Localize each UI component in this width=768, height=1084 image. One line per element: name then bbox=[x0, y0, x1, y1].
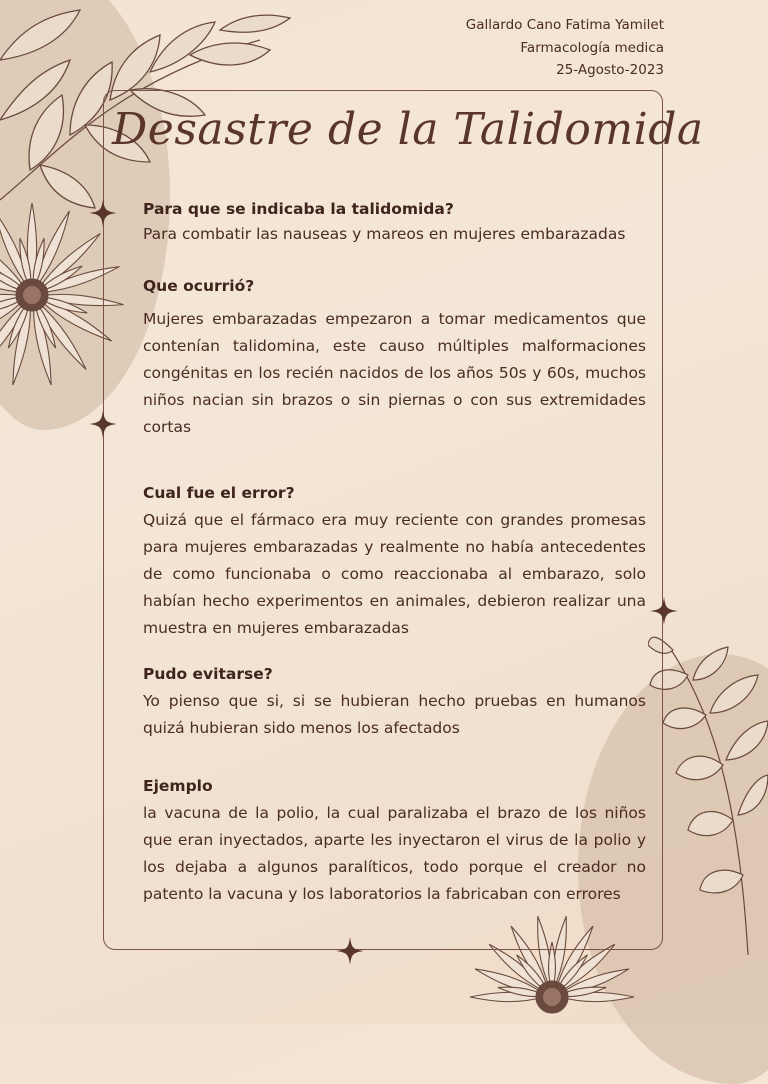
header-info bbox=[466, 14, 664, 82]
section-avoidable bbox=[143, 661, 646, 742]
section-answer: Para combatir las nauseas y mareos en mujeres embarazadas bbox=[143, 225, 626, 243]
section-indication bbox=[143, 196, 646, 245]
author-name: Gallardo Cano Fatima Yamilet bbox=[465, 17, 664, 33]
document-date: 25-Agosto-2023 bbox=[556, 62, 664, 78]
leaf-branch-right-icon bbox=[648, 625, 768, 955]
sparkle-star-icon bbox=[335, 936, 365, 966]
sparkle-star-icon bbox=[649, 596, 679, 626]
section-example bbox=[143, 773, 646, 908]
section-what-happened bbox=[143, 273, 646, 441]
section-question: Cual fue el error? bbox=[143, 484, 295, 502]
course-name: Farmacología medica bbox=[520, 39, 664, 56]
section-answer: Quizá que el fármaco era muy reciente con grandes promesas para mujeres embarazadas y realmente no había antecedentes de como funcionaba o como reaccionaba al embarazo, solo habían hecho experimentos en animales, debieron realizar una muestra en mujeres embarazadas bbox=[143, 511, 646, 637]
section-question: Para que se indicaba la talidomida? bbox=[143, 200, 454, 218]
section-question: Que ocurrió? bbox=[143, 277, 255, 295]
section-error bbox=[143, 480, 646, 642]
section-answer: Mujeres embarazadas empezaron a tomar medicamentos que contenían talidomina, este causo múltiples malformaciones congénitas en los recién nacidos de los años 50s y 60s, muchos niños nacian sin brazos o sin piernas o con sus extremidades cortas bbox=[143, 310, 646, 436]
sparkle-star-icon bbox=[88, 198, 118, 228]
section-question: Pudo evitarse? bbox=[143, 665, 273, 683]
sparkle-star-icon bbox=[88, 409, 118, 439]
section-answer: la vacuna de la polio, la cual paralizaba el brazo de los niños que eran inyectados, aparte les inyectaron el virus de la polio y los dejaba a algunos paralíticos, todo porque el creador no patento la vacuna y los laboratorios la fabricaban con errores bbox=[143, 804, 646, 903]
page-title: Desastre de la Talidomida bbox=[112, 104, 704, 155]
section-question: Ejemplo bbox=[143, 777, 213, 795]
section-answer: Yo pienso que si, si se hubieran hecho pruebas en humanos quizá hubieran sido menos los afectados bbox=[143, 692, 646, 737]
